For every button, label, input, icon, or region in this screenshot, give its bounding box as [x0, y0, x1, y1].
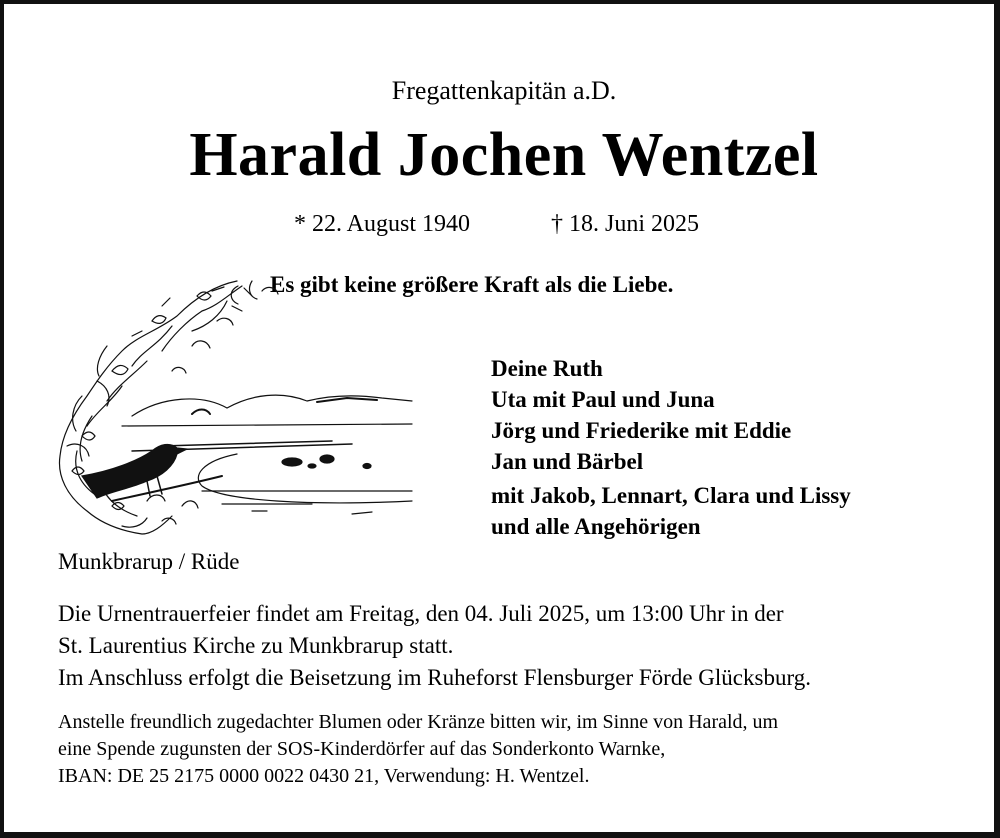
mourner-line: und alle Angehörigen [491, 514, 701, 539]
mourner-line: mit Jakob, Lennart, Clara und Lissy [491, 483, 851, 508]
mourner-line: Uta mit Paul und Juna [491, 387, 715, 412]
motto: Es gibt keine größere Kraft als die Liebe. [270, 272, 674, 297]
blackbird-icon [82, 444, 222, 501]
foliage-icon [59, 281, 278, 534]
donation-line: eine Spende zugunsten der SOS-Kinderdörfer auf das Sonderkonto Warnke, [58, 738, 666, 760]
ceremony-line: Im Anschluss erfolgt die Beisetzung im Ruheforst Flensburger Förde Glücksburg. [58, 665, 811, 690]
ceremony-line: St. Laurentius Kirche zu Munkbrarup statt. [58, 633, 454, 658]
death-date: † 18. Juni 2025 [551, 211, 700, 237]
birth-date: * 22. August 1940 [294, 211, 471, 237]
mourners-list [491, 353, 851, 542]
donation-line: Anstelle freundlich zugedachter Blumen oder Kränze bitten wir, im Sinne von Harald, um [58, 711, 779, 733]
iban-line: IBAN: DE 25 2175 0000 0022 0430 21, Verwendung: H. Wentzel. [58, 765, 590, 787]
rank-title: Fregattenkapitän a.D. [391, 76, 617, 105]
mourner-line: Deine Ruth [491, 356, 603, 381]
blackbird-landscape-illustration [52, 276, 417, 541]
ceremony-line: Die Urnentrauerfeier findet am Freitag, den 04. Juli 2025, um 13:00 Uhr in der [58, 601, 784, 626]
place-of-residence: Munkbrarup / Rüde [58, 549, 240, 574]
ceremony-info [58, 598, 811, 694]
donation-info [58, 709, 778, 790]
mourner-line: Jan und Bärbel [491, 449, 644, 474]
mourner-line: Jörg und Friederike mit Eddie [491, 418, 792, 443]
deceased-name: Harald Jochen Wentzel [189, 121, 819, 189]
